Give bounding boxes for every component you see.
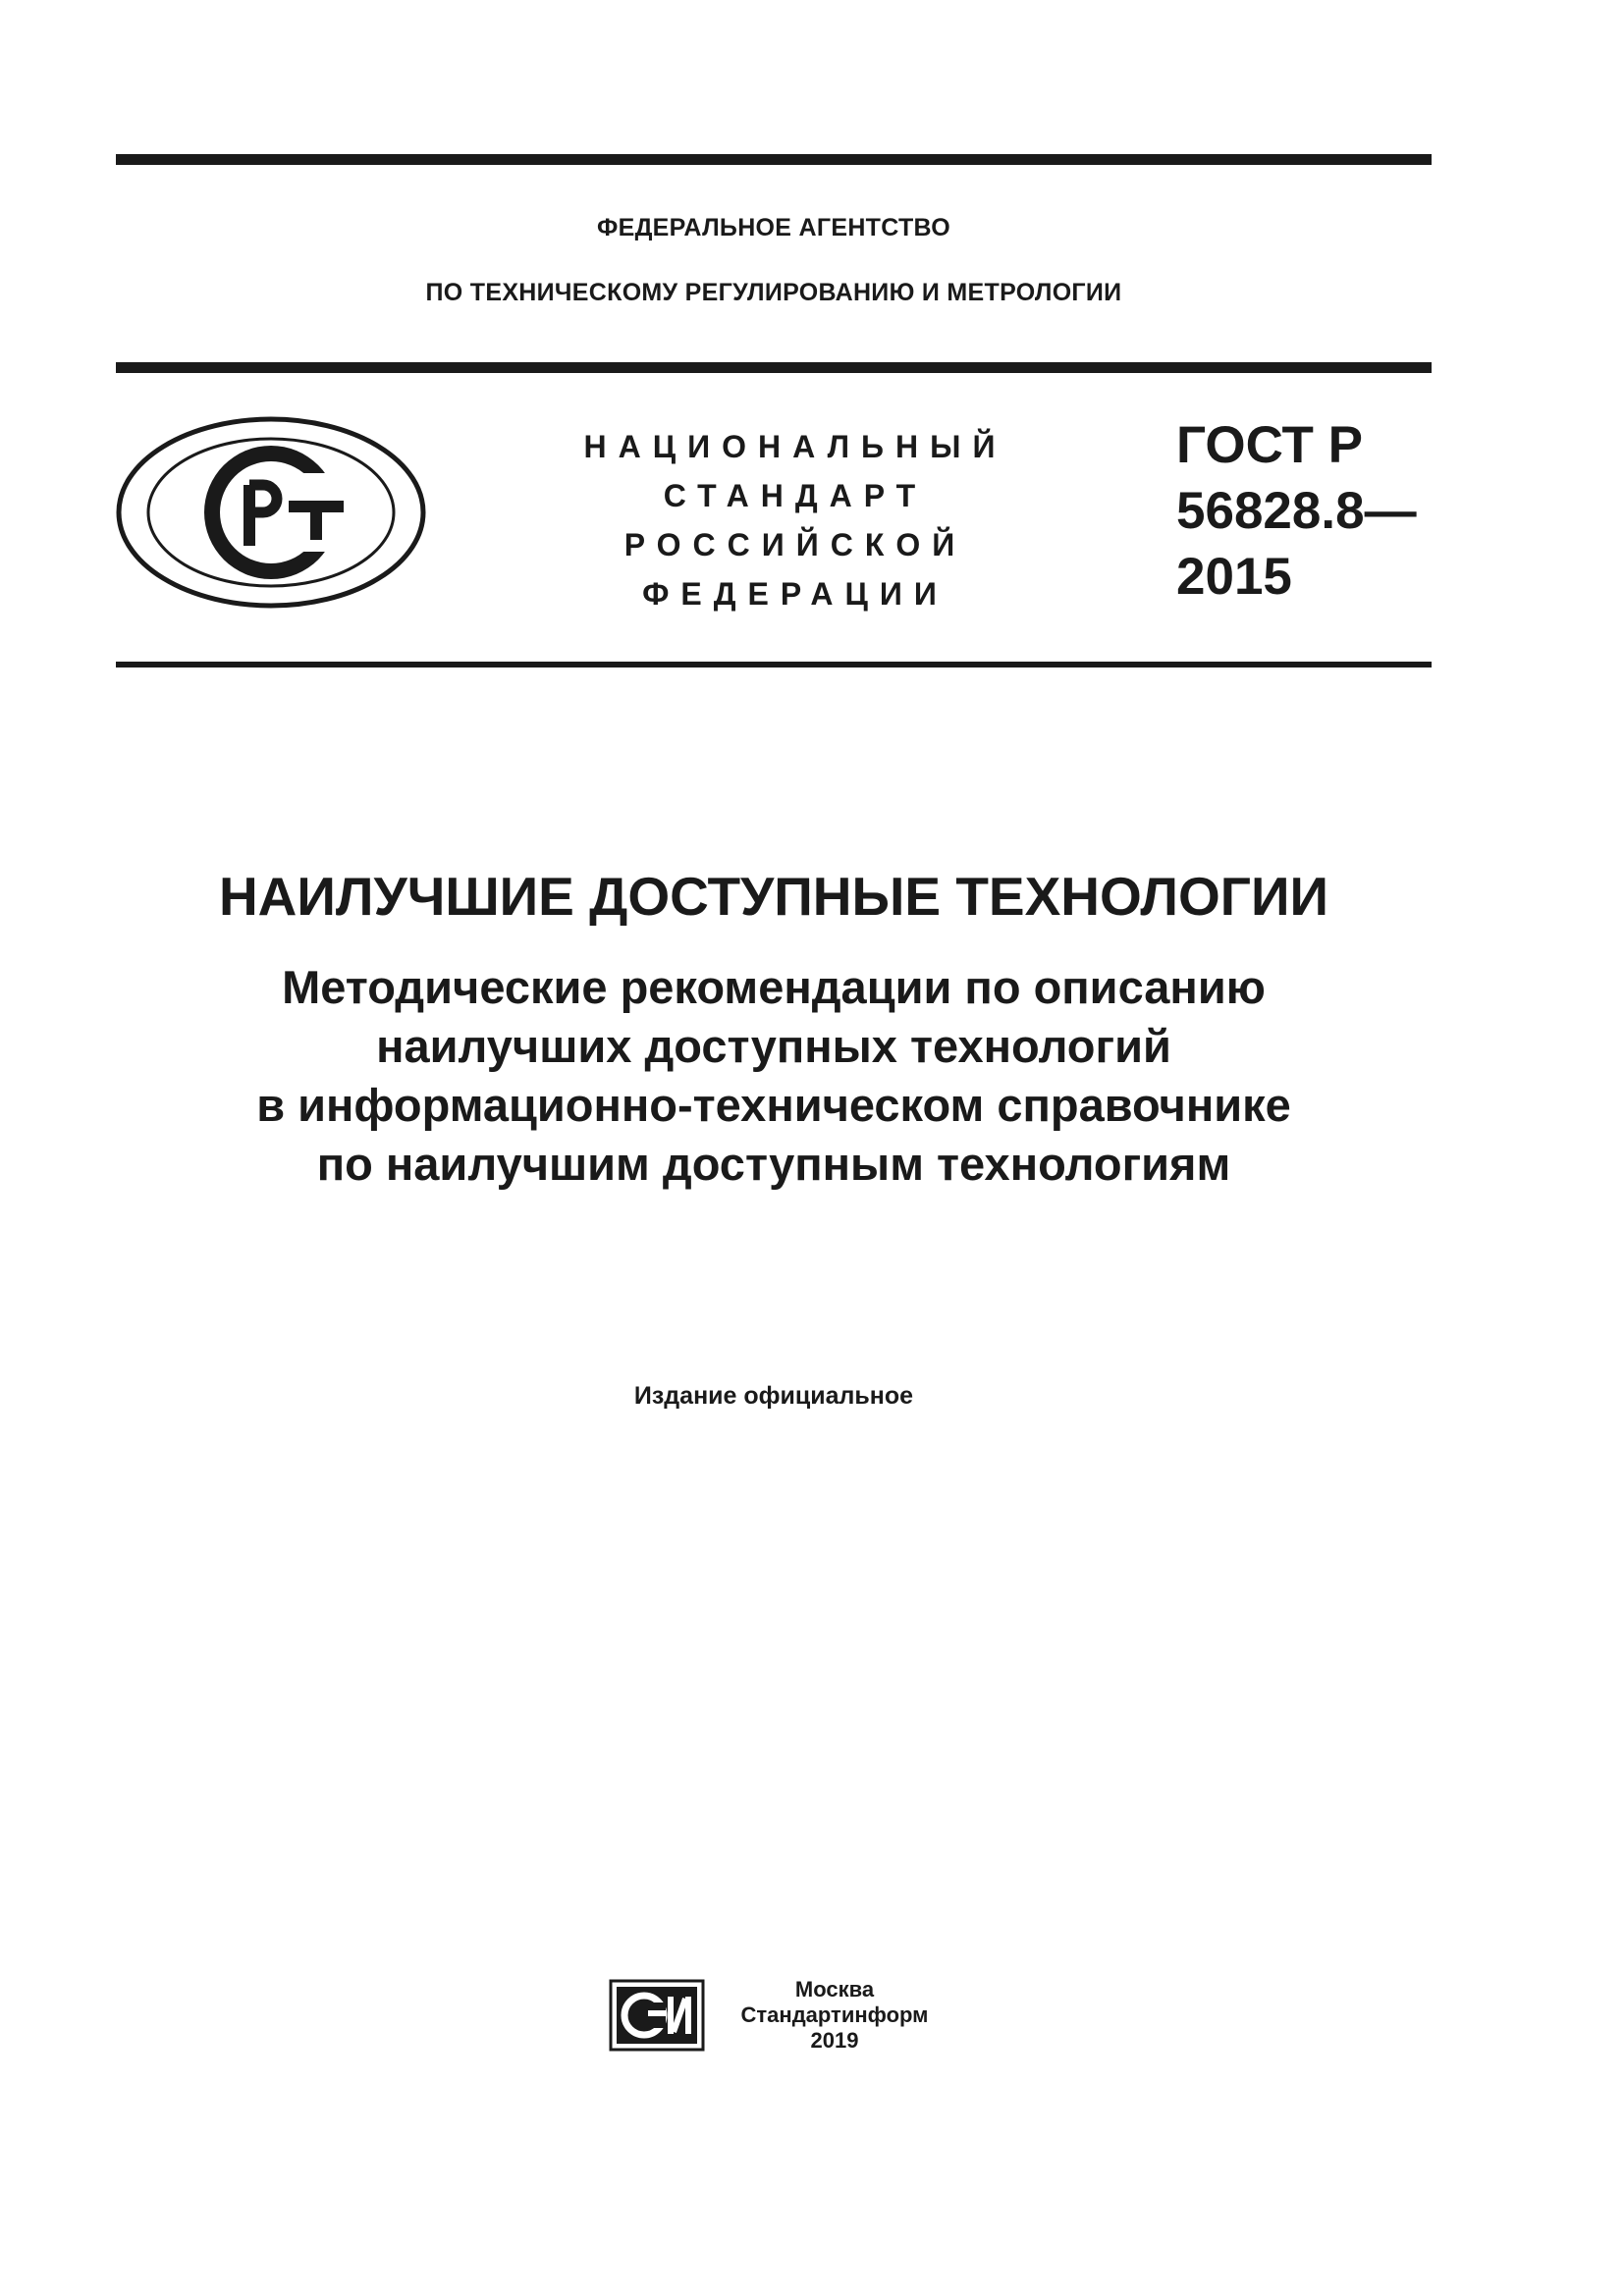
bottom-rule (116, 662, 1432, 667)
agency-line-2: ПО ТЕХНИЧЕСКОМУ РЕГУЛИРОВАНИЮ И МЕТРОЛОГИИ (425, 279, 1122, 306)
edition-label: Издание официальное (633, 1382, 914, 1410)
publisher-name: Стандартинформ (740, 2002, 929, 2027)
agency-line-1: ФЕДЕРАЛЬНОЕ АГЕНТСТВО (596, 214, 951, 241)
document-title: НАИЛУЧШИЕ ДОСТУПНЫЕ ТЕХНОЛОГИИ (218, 866, 1329, 927)
standard-type-line-4: ФЕДЕРАЦИИ (642, 576, 948, 612)
standard-type-line-3: РОССИЙСКОЙ (623, 527, 967, 562)
subtitle-line-2: наилучших доступных технологий (376, 1020, 1171, 1072)
subtitle-line-1: Методические рекомендации по описанию (282, 961, 1266, 1013)
publisher-year: 2019 (810, 2028, 859, 2053)
top-rule (116, 154, 1432, 165)
rst-emblem-icon (114, 414, 428, 611)
standard-type-block (569, 422, 1021, 618)
subtitle-line-3: в информационно-техническом справочнике (256, 1079, 1291, 1131)
designation-line-1: ГОСТ Р (1176, 416, 1363, 474)
designation-line-2: 56828.8— (1176, 482, 1417, 540)
publisher-block (727, 1977, 943, 2054)
publisher-city: Москва (794, 1977, 875, 2002)
document-subtitle (0, 958, 1547, 1194)
standard-type-line-2: СТАНДАРТ (663, 478, 928, 513)
standartinform-logo-icon (609, 1977, 707, 2054)
designation-line-3: 2015 (1176, 548, 1292, 606)
standard-designation (1176, 412, 1417, 610)
subtitle-line-4: по наилучшим доступным технологиям (316, 1138, 1231, 1190)
standard-type-line-1: НАЦИОНАЛЬНЫЙ (583, 429, 1007, 464)
middle-rule (116, 362, 1432, 373)
